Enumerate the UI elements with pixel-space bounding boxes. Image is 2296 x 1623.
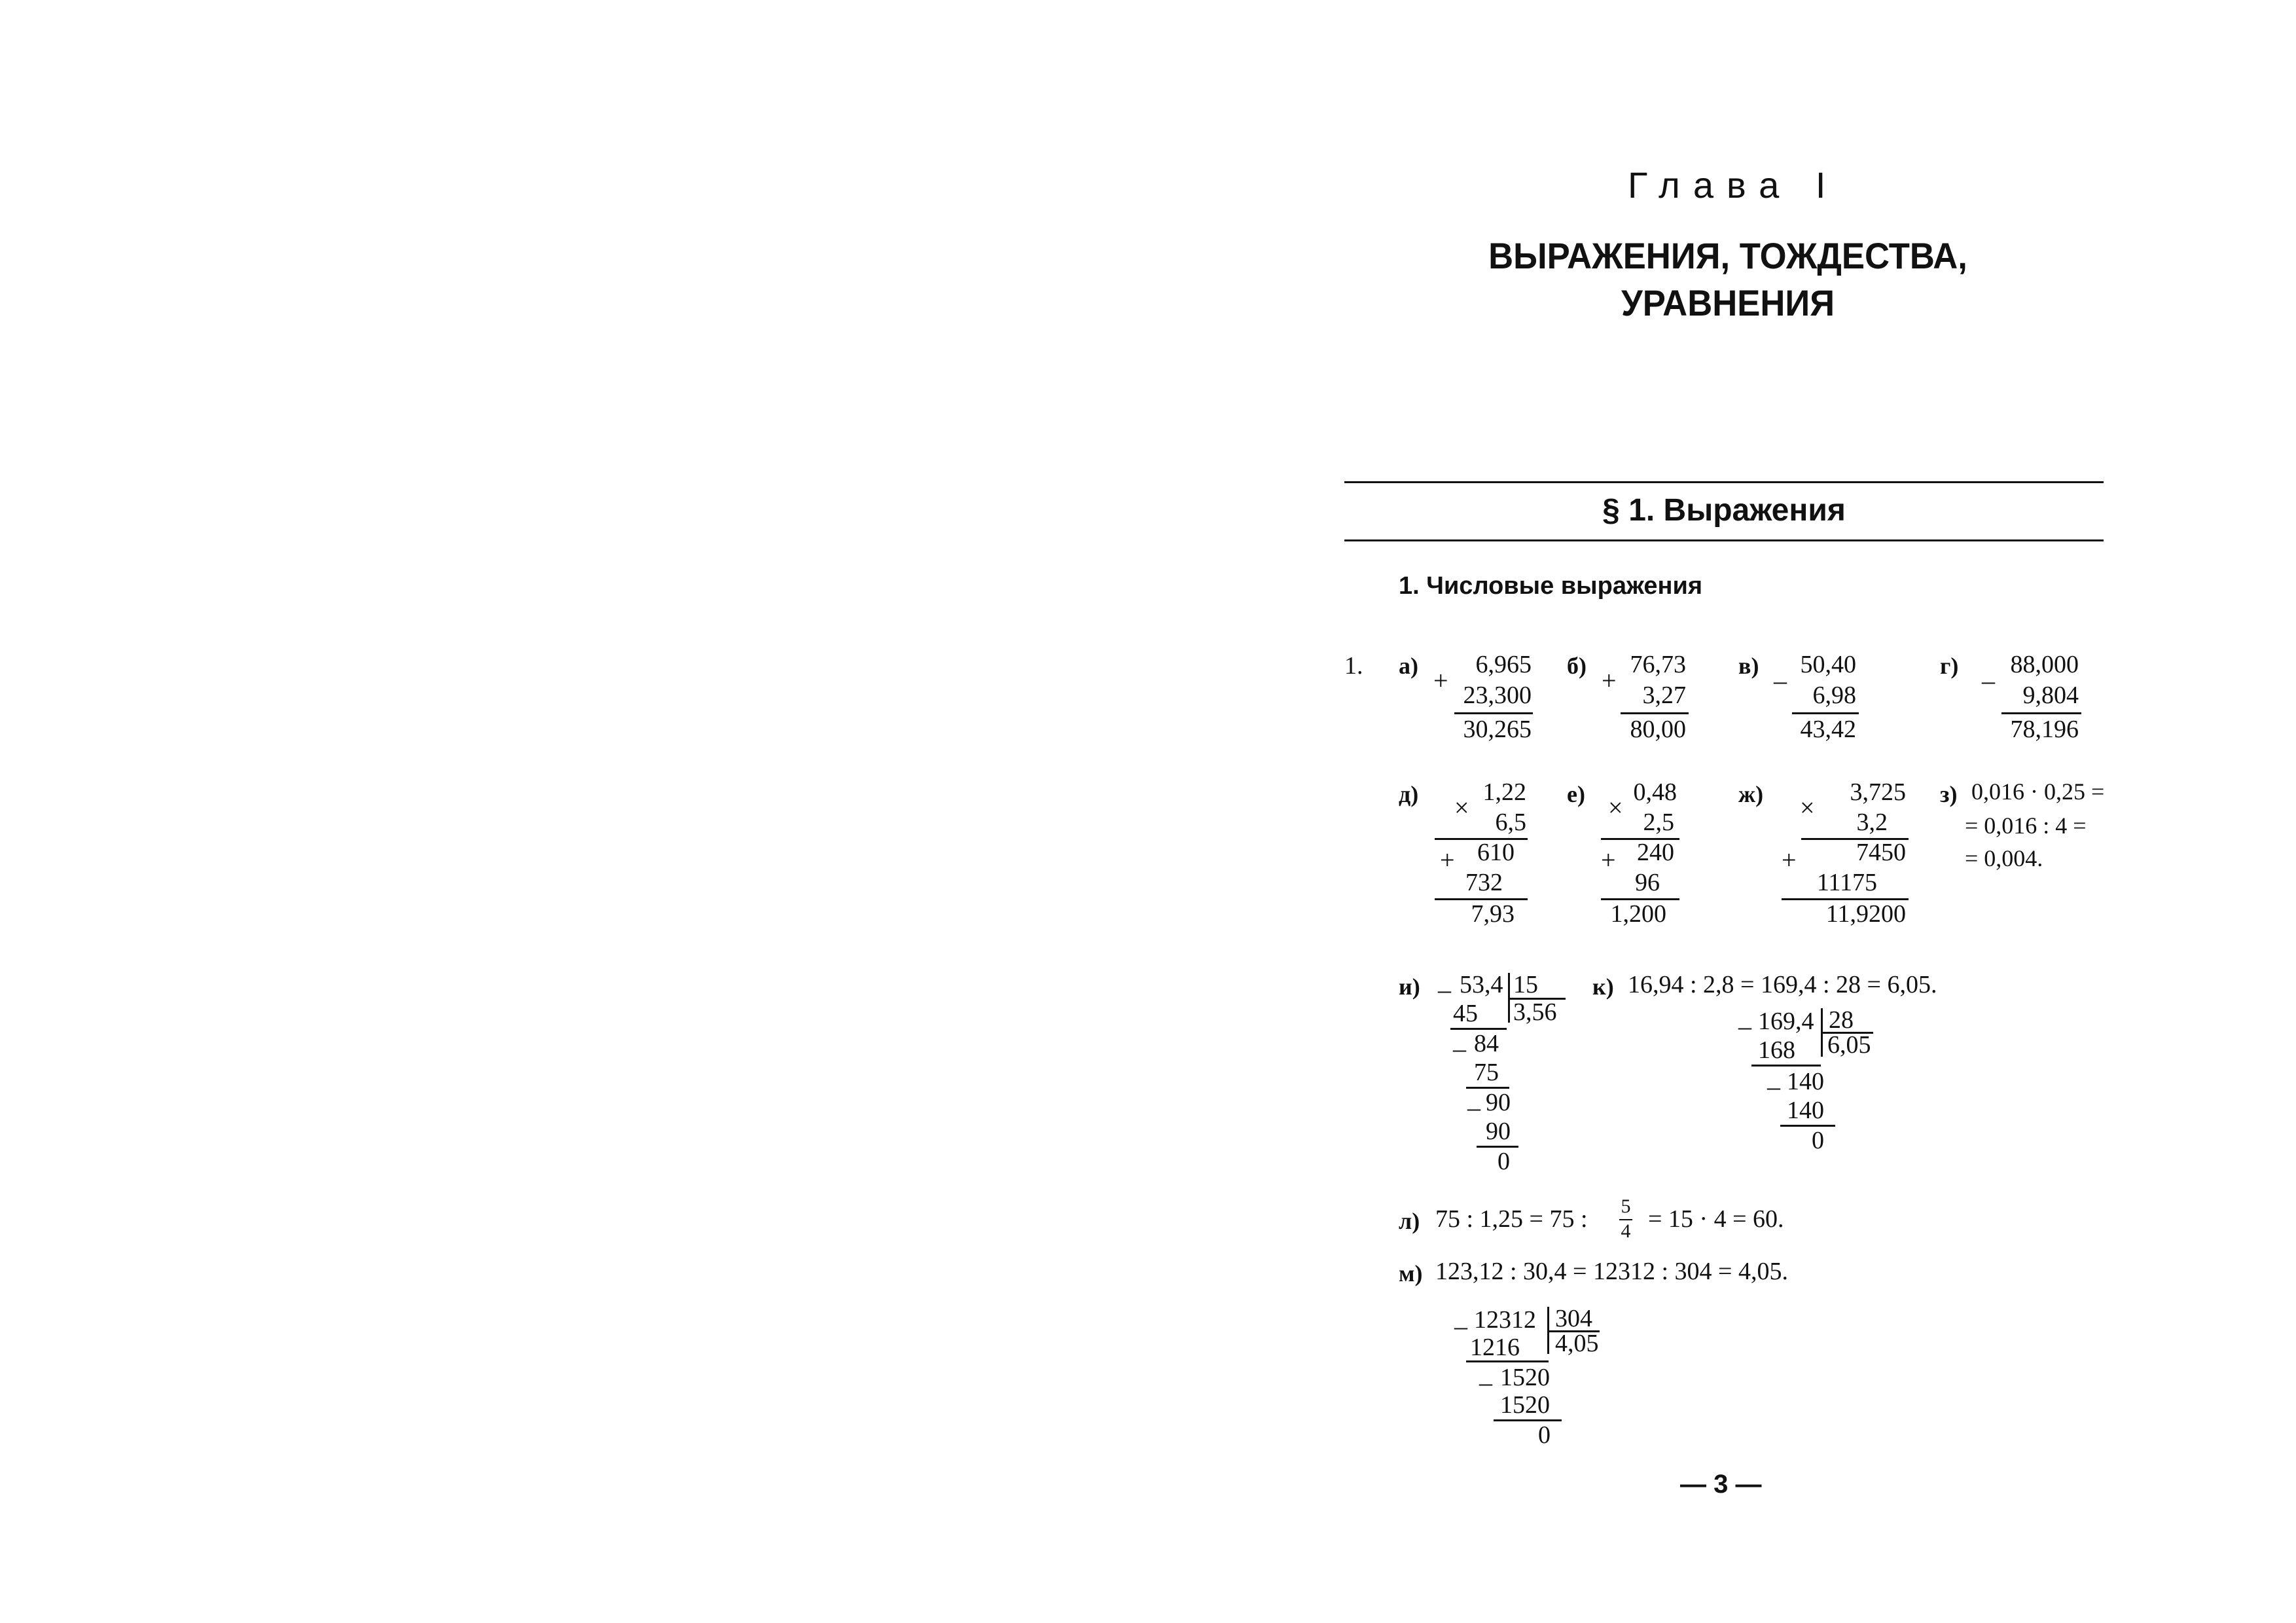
expression: 123,12 : 30,4 = 12312 : 304 = 4,05. <box>1435 1258 1788 1285</box>
operand-bottom: 23,300 <box>1463 682 1532 709</box>
operand-bottom: 3,2 <box>1856 809 1888 836</box>
operand-top: 6,965 <box>1475 651 1532 678</box>
chapter-title-line1: ВЫРАЖЕНИЯ, ТОЖДЕСТВА, <box>1488 235 1967 276</box>
section-rule-top <box>1344 481 2104 483</box>
expression-left: 75 : 1,25 = 75 : <box>1435 1205 1588 1233</box>
problem-label: в) <box>1738 653 1759 679</box>
operand-top: 50,40 <box>1800 651 1856 678</box>
problem-label: д) <box>1399 781 1419 807</box>
subtrahend: 168 <box>1758 1036 1795 1064</box>
step-line <box>1751 1065 1821 1067</box>
difference-line <box>1792 712 1859 714</box>
partial-2: 732 <box>1465 869 1503 896</box>
problem-label: л) <box>1399 1208 1420 1234</box>
minus-sign: – <box>1738 1012 1751 1041</box>
subtrahend: 1520 <box>1500 1391 1550 1419</box>
minus-sign: – <box>1982 666 1995 695</box>
result: 43,42 <box>1800 716 1856 743</box>
quotient: 3,56 <box>1513 998 1557 1026</box>
divisor: 304 <box>1555 1305 1592 1332</box>
minus-sign: – <box>1454 1311 1467 1341</box>
section-rule-bottom <box>1344 539 2104 541</box>
divisor: 15 <box>1513 971 1538 998</box>
dividend: 12312 <box>1474 1306 1536 1334</box>
plus-sign: + <box>1433 666 1448 695</box>
problem-label: г) <box>1940 653 1959 679</box>
subtrahend: 140 <box>1787 1097 1824 1124</box>
operand-top: 3,725 <box>1850 778 1906 806</box>
result: 7,93 <box>1471 900 1515 928</box>
partial-1: 7450 <box>1856 839 1906 866</box>
partial-2: 96 <box>1635 869 1660 896</box>
expression: 16,94 : 2,8 = 169,4 : 28 = 6,05. <box>1628 971 1937 998</box>
remainder: 84 <box>1474 1030 1499 1057</box>
remainder: 1520 <box>1500 1364 1550 1391</box>
problem-label: а) <box>1399 653 1418 679</box>
times-sign: × <box>1454 793 1469 822</box>
fraction-denominator: 4 <box>1621 1220 1631 1242</box>
minus-sign: – <box>1774 666 1787 695</box>
operand-top: 88,000 <box>2010 651 2079 678</box>
problem-label: б) <box>1567 653 1587 679</box>
step-line <box>1780 1125 1835 1127</box>
sum-line <box>1454 712 1533 714</box>
remainder: 140 <box>1787 1068 1824 1095</box>
times-sign: × <box>1800 793 1815 822</box>
operand-bottom: 3,27 <box>1642 682 1686 709</box>
minus-sign: – <box>1467 1093 1480 1122</box>
plus-sign: + <box>1601 845 1616 875</box>
partial-2: 11175 <box>1816 869 1877 896</box>
operand-bottom: 6,98 <box>1812 682 1856 709</box>
dividend: 53,4 <box>1460 971 1503 998</box>
operand-top: 76,73 <box>1630 651 1686 678</box>
subtrahend: 75 <box>1474 1059 1499 1086</box>
minus-sign: – <box>1479 1368 1492 1397</box>
problem-label: к) <box>1592 974 1614 1000</box>
problem-label: и) <box>1399 974 1420 1000</box>
result: 1,200 <box>1610 900 1666 928</box>
quotient: 4,05 <box>1555 1330 1599 1357</box>
quotient: 6,05 <box>1827 1031 1871 1059</box>
divisor: 28 <box>1829 1006 1854 1034</box>
problem-label: е) <box>1567 781 1585 807</box>
partial-1: 610 <box>1477 839 1515 866</box>
minus-sign: – <box>1453 1034 1466 1063</box>
final-remainder: 0 <box>1498 1148 1510 1175</box>
operand-top: 0,48 <box>1633 778 1677 806</box>
final-remainder: 0 <box>1538 1421 1551 1449</box>
operand-bottom: 6,5 <box>1495 809 1526 836</box>
expression-right: = 15 · 4 = 60. <box>1648 1205 1784 1233</box>
times-sign: × <box>1608 793 1623 822</box>
operand-top: 1,22 <box>1482 778 1526 806</box>
chapter-title <box>1384 232 2073 327</box>
operand-bottom: 2,5 <box>1643 809 1674 836</box>
minus-sign: – <box>1767 1072 1780 1101</box>
remainder: 90 <box>1486 1089 1511 1116</box>
plus-sign: + <box>1782 845 1797 875</box>
sum-line <box>1621 712 1689 714</box>
step-line <box>1466 1360 1549 1362</box>
dividend: 169,4 <box>1758 1008 1814 1035</box>
chapter-title-line2: УРАВНЕНИЯ <box>1621 282 1835 323</box>
partial-1: 240 <box>1637 839 1674 866</box>
problem-label: ж) <box>1738 781 1764 807</box>
section-title: § 1. Выражения <box>1602 493 1846 528</box>
subtrahend: 1216 <box>1470 1334 1520 1361</box>
problem-label: м) <box>1399 1260 1423 1286</box>
result: 11,9200 <box>1825 900 1906 928</box>
result: 80,00 <box>1630 716 1686 743</box>
page-number: — 3 — <box>1680 1470 1762 1499</box>
subtrahend: 45 <box>1453 1000 1478 1027</box>
final-remainder: 0 <box>1812 1127 1824 1154</box>
chapter-label: Глава I <box>1628 164 1839 206</box>
fraction-numerator: 5 <box>1621 1195 1631 1217</box>
step-line <box>1494 1419 1562 1421</box>
operand-bottom: 9,804 <box>2022 682 2079 709</box>
subtrahend: 90 <box>1486 1118 1511 1145</box>
result: 30,265 <box>1463 716 1532 743</box>
result: 78,196 <box>2010 716 2079 743</box>
expression-line-2: = 0,016 : 4 = <box>1965 812 2087 839</box>
problem-label: з) <box>1940 781 1958 807</box>
subsection-title: 1. Числовые выражения <box>1399 572 1703 600</box>
plus-sign: + <box>1440 845 1455 875</box>
exercise-number: 1. <box>1344 652 1363 680</box>
plus-sign: + <box>1602 666 1617 695</box>
difference-line <box>2001 712 2081 714</box>
minus-sign: – <box>1438 975 1451 1004</box>
expression-line-3: = 0,004. <box>1965 845 2043 871</box>
expression-line-1: 0,016 · 0,25 = <box>1971 778 2105 805</box>
